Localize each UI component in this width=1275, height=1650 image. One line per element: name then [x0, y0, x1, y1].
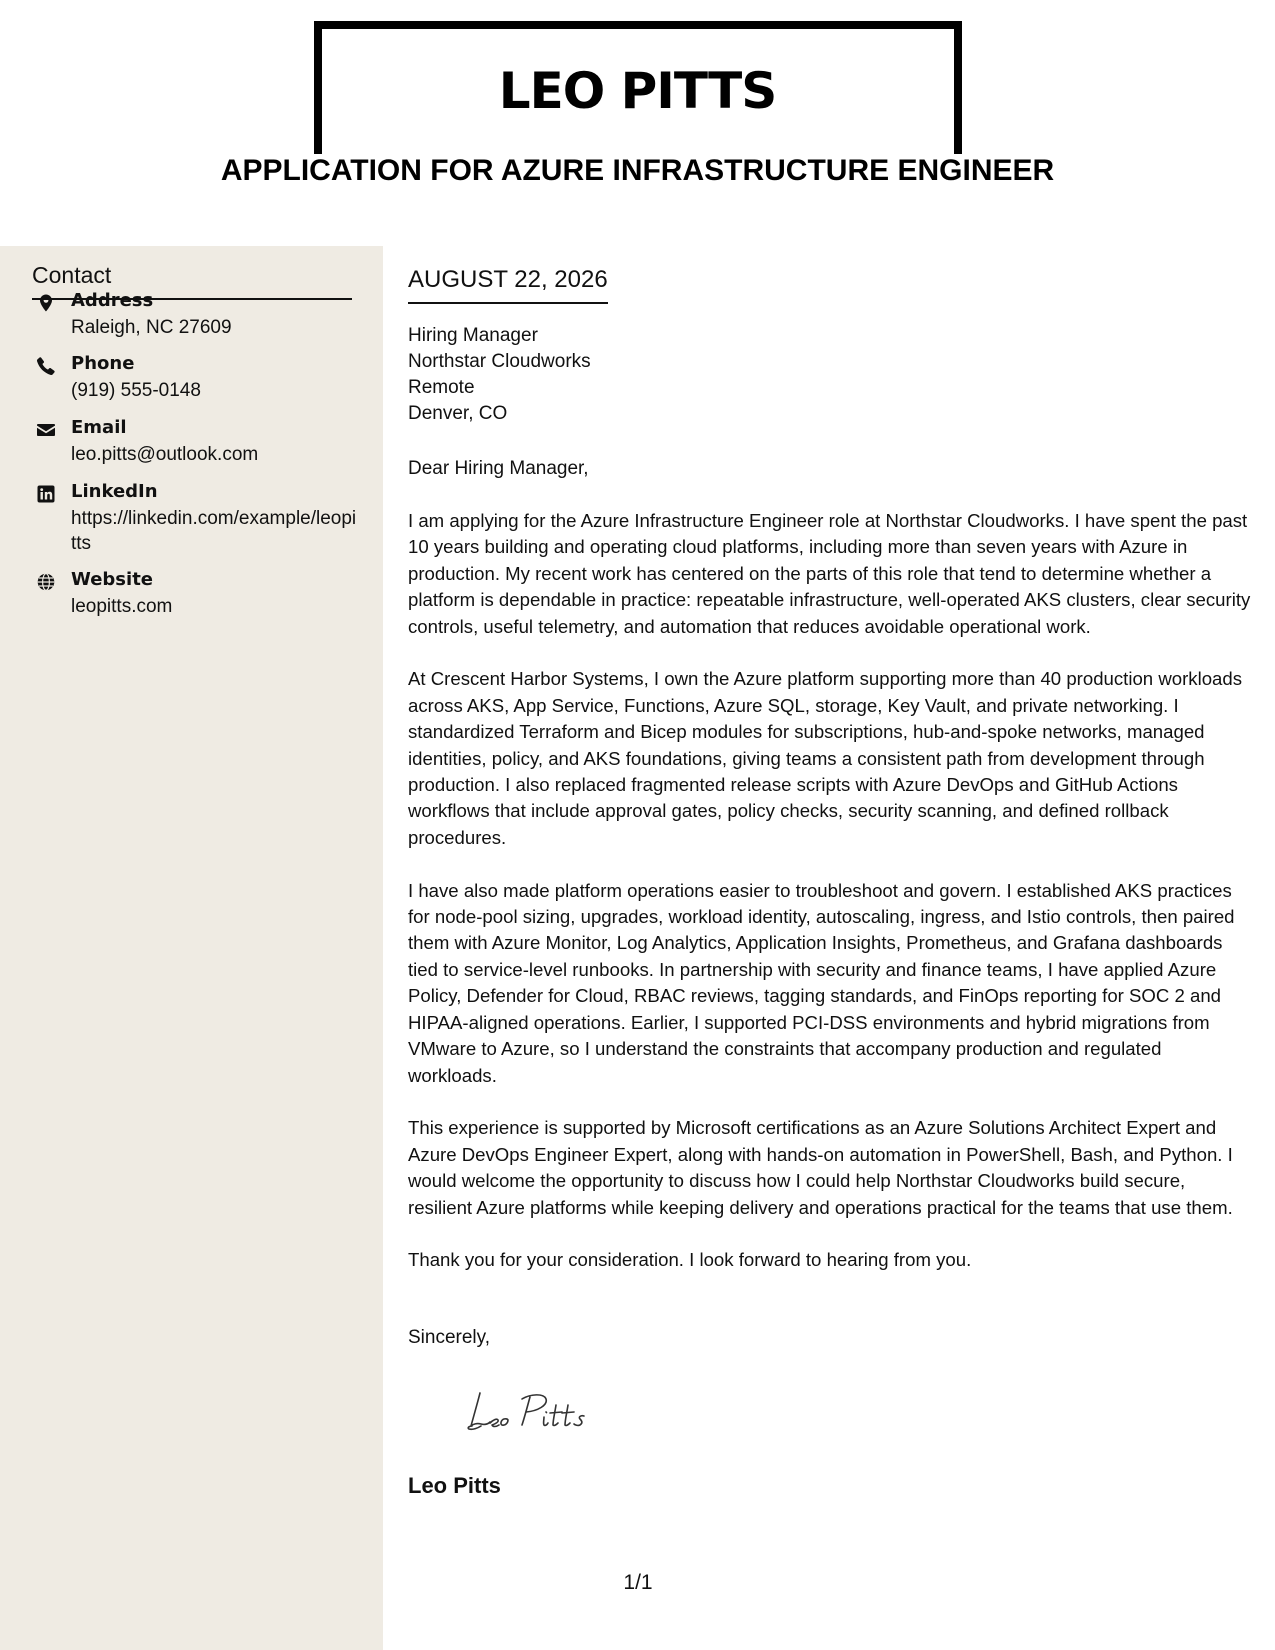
- recipient-line: Hiring Manager: [408, 325, 538, 346]
- applicant-name: LEO PITTS: [498, 62, 777, 120]
- recipient-line: Remote: [408, 377, 475, 398]
- contact-value: leo.pitts@outlook.com: [71, 444, 259, 465]
- salutation: Dear Hiring Manager,: [408, 458, 589, 479]
- contact-label: Email: [71, 417, 127, 438]
- contact-value: Raleigh, NC 27609: [71, 317, 232, 338]
- recipient-block: [408, 323, 591, 427]
- letter-paragraph: This experience is supported by Microsoft certifications as an Azure Solutions Architect Expert and Azure DevOps Engineer Expert, along with hands-on automation in PowerShell, Bash, and Python. I would welcome the opportunity to discuss how I could help Northstar Cloudworks build secure, resilient Azure platforms while keeping delivery and operations practical for the teams that use them.: [408, 1117, 1233, 1218]
- recipient-line: Denver, CO: [408, 403, 508, 424]
- recipient-line: Northstar Cloudworks: [408, 351, 591, 372]
- contact-label: Phone: [71, 353, 135, 374]
- letter-paragraph: I am applying for the Azure Infrastructure Engineer role at Northstar Cloudworks. I have spent the past 10 years building and operating cloud platforms, including more than seven years with Azure in production. My recent work has centered on the parts of this role that tend to determine whether a platform is dependable in practice: repeatable infrastructure, well-operated AKS clusters, clear security controls, useful telemetry, and automation that reduces avoidable operational work.: [408, 510, 1251, 637]
- signer-name: Leo Pitts: [408, 1473, 501, 1498]
- letter-date: AUGUST 22, 2026: [408, 266, 608, 304]
- linkedin-icon: [36, 484, 56, 504]
- envelope-icon: [36, 420, 56, 440]
- page-number: 1/1: [623, 1571, 653, 1594]
- location-pin-icon: [36, 293, 56, 313]
- closing: Sincerely,: [408, 1327, 491, 1348]
- contact-value: https://linkedin.com/example/leopitts: [71, 508, 357, 554]
- letter-paragraph: At Crescent Harbor Systems, I own the Azure platform supporting more than 40 production workloads across AKS, App Service, Functions, Azure SQL, storage, Key Vault, and private networking. I standardized Terraform and Bicep modules for subscriptions, hub-and-spoke networks, managed identities, policy, and AKS foundations, giving teams a consistent path from development through production. I also replaced fragmented release scripts with Azure DevOps and GitHub Actions workflows that include approval gates, policy checks, security scanning, and defined rollback procedures.: [408, 668, 1243, 848]
- contact-label: Address: [71, 290, 154, 311]
- contact-sidebar: [0, 246, 383, 1650]
- letter-header: [0, 0, 1275, 246]
- handwritten-signature: [460, 1383, 630, 1439]
- globe-icon: [36, 572, 56, 592]
- contact-heading: Contact: [32, 261, 352, 300]
- contact-value: leopitts.com: [71, 596, 173, 617]
- phone-icon: [36, 356, 56, 376]
- letter-paragraph: Thank you for your consideration. I look forward to hearing from you.: [408, 1249, 972, 1271]
- contact-label: Website: [71, 569, 154, 590]
- letter-paragraphs: [408, 508, 1253, 1300]
- contact-value: (919) 555-0148: [71, 380, 201, 401]
- letter-paragraph: I have also made platform operations easier to troubleshoot and govern. I established AKS practices for node-pool sizing, upgrades, workload identity, autoscaling, ingress, and Istio controls, then paired them with Azure Monitor, Log Analytics, Application Insights, Prometheus, and Grafana dashboards tied to service-level runbooks. In partnership with security and finance teams, I have applied Azure Policy, Defender for Cloud, RBAC reviews, tagging standards, and FinOps reporting for SOC 2 and HIPAA-aligned operations. Earlier, I supported PCI-DSS environments and hybrid migrations from VMware to Azure, so I understand the constraints that accompany production and regulated workloads.: [408, 879, 1235, 1086]
- contact-label: LinkedIn: [71, 481, 158, 502]
- application-title: APPLICATION FOR AZURE INFRASTRUCTURE ENGINEER: [220, 154, 1055, 187]
